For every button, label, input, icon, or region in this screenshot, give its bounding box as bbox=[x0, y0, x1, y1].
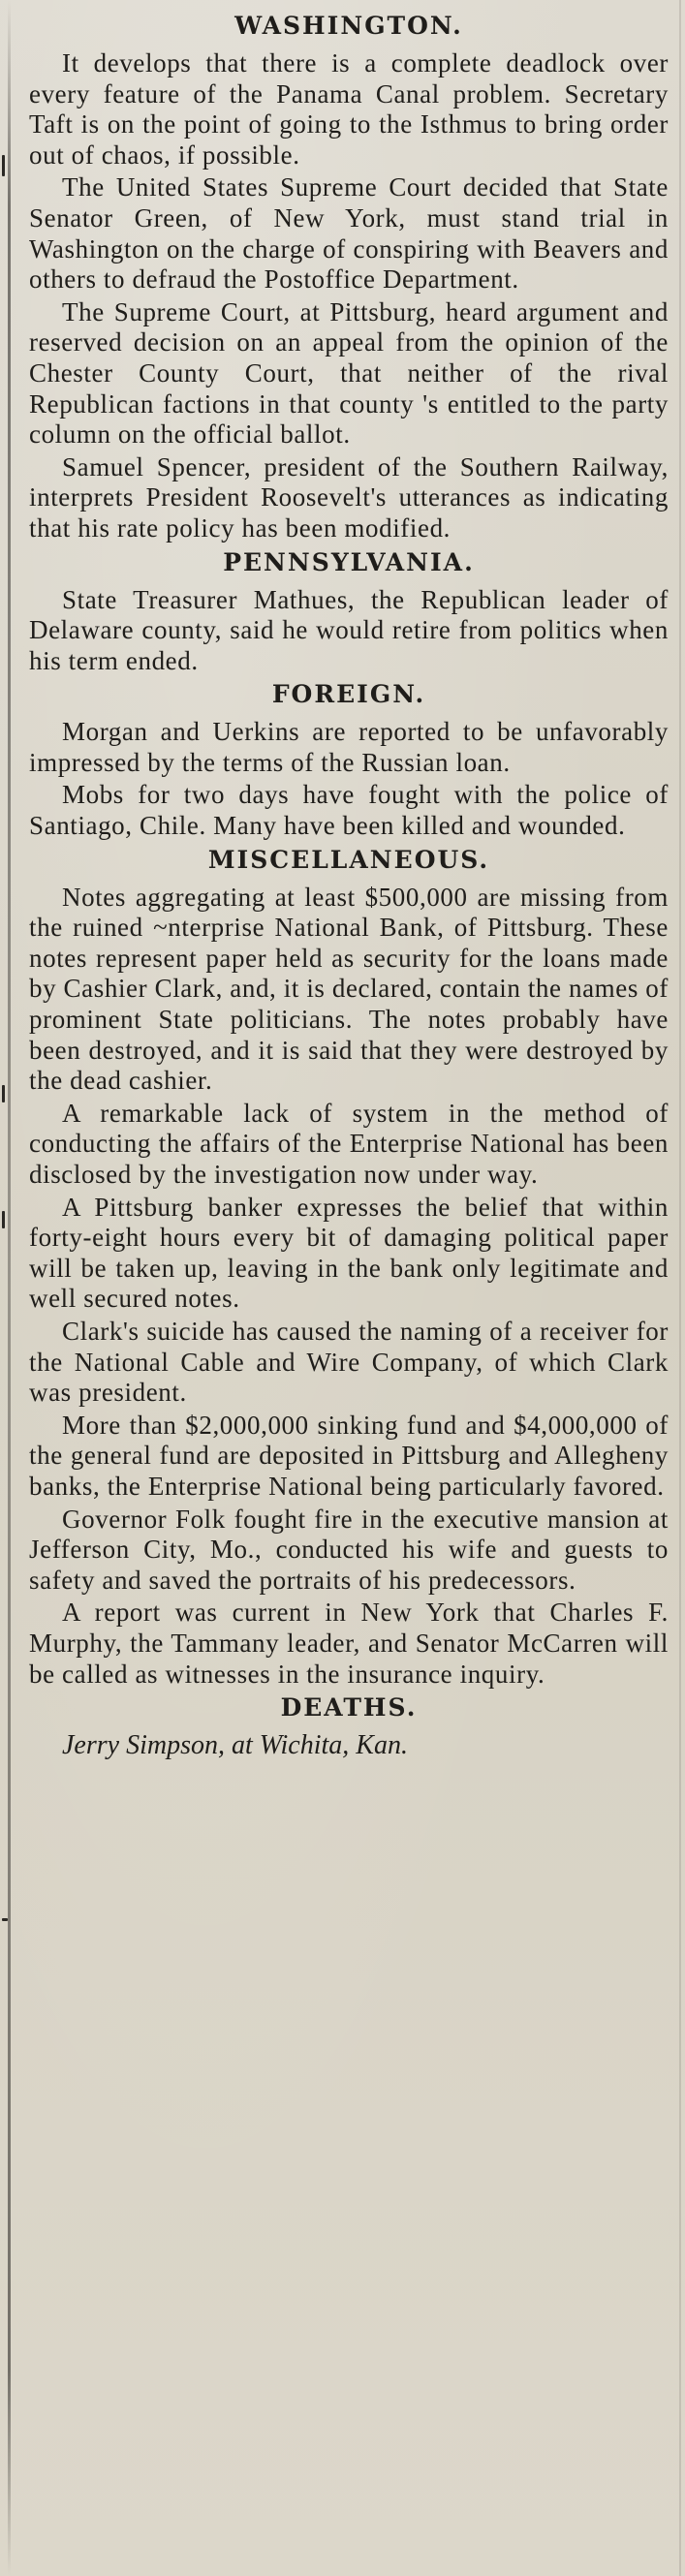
death-notice: Jerry Simpson, at Wichita, Kan. bbox=[62, 1730, 408, 1761]
column-rule-right bbox=[679, 0, 681, 2576]
article-paragraph: It develops that there is a complete deadlock over every feature of the Panama Canal problem. Secretary Taft is on the point of going to the Isthmus to bring order out of chaos, if possible. bbox=[29, 48, 669, 170]
section-washington bbox=[29, 12, 669, 544]
section-heading: MISCELLANEOUS. bbox=[207, 845, 490, 874]
section-heading: FOREIGN. bbox=[271, 680, 426, 709]
article-paragraph: Clark's suicide has caused the naming of a receiver for the National Cable and Wire Company, of which Clark was president. bbox=[29, 1316, 669, 1408]
ink-speck bbox=[2, 1211, 5, 1228]
section-heading: WASHINGTON. bbox=[234, 12, 463, 40]
article-paragraph: The Supreme Court, at Pittsburg, heard argument and reserved decision on an appeal from the opinion of the Chester County Court, that neither of the rival Republican factions in that county 's entitled to the party column on the official ballot. bbox=[29, 296, 669, 450]
ink-speck bbox=[2, 1085, 5, 1102]
article-paragraph: More than $2,000,000 sinking fund and $4,000,000 of the general fund are deposited in Pittsburg and Allegheny banks, the Enterprise National being particularly favored. bbox=[29, 1410, 669, 1501]
ink-speck bbox=[2, 155, 5, 176]
news-column bbox=[29, 8, 669, 1761]
article-paragraph: State Treasurer Mathues, the Republican leader of Delaware county, said he would retire from politics when his term ended. bbox=[29, 584, 669, 675]
section-heading: PENNSYLVANIA. bbox=[223, 547, 475, 576]
section-heading: DEATHS. bbox=[280, 1693, 418, 1723]
article-paragraph: Mobs for two days have fought with the police of Santiago, Chile. Many have been killed and wounded. bbox=[29, 780, 669, 841]
section-foreign bbox=[29, 680, 669, 841]
article-paragraph: A Pittsburg banker expresses the belief that within forty-eight hours every bit of damaging political paper will be taken up, leaving in the bank only legitimate and well secured notes. bbox=[29, 1192, 669, 1314]
article-paragraph: Morgan and Uerkins are reported to be unfavorably impressed by the terms of the Russian loan. bbox=[29, 717, 669, 777]
article-paragraph: Governor Folk fought fire in the executive mansion at Jefferson City, Mo., conducted his wife and guests to safety and saved the portraits of his predecessors. bbox=[29, 1504, 669, 1595]
article-paragraph: Samuel Spencer, president of the Southern Railway, interprets President Roosevelt's utterances as indicating that his rate policy has been modified. bbox=[29, 451, 669, 543]
article-paragraph: The United States Supreme Court decided that State Senator Green, of New York, must stand trial in Washington on the charge of conspiring with Beavers and others to defraud the Postoffice Department. bbox=[29, 172, 669, 295]
section-miscellaneous bbox=[29, 846, 669, 1690]
ink-speck bbox=[2, 1918, 8, 1921]
article-paragraph: A remarkable lack of system in the method of conducting the affairs of the Enterprise National has been disclosed by the investigation now under way. bbox=[29, 1098, 669, 1189]
article-paragraph: Notes aggregating at least $500,000 are missing from the ruined ~nterprise National Bank, of Pittsburg. These notes represent paper held as security for the loans made by Cashier Clark, and, it is declared, contain the names of prominent State politicians. The notes probably have been destroyed, and it is said that they were destroyed by the dead cashier. bbox=[29, 882, 669, 1096]
column-rule-left bbox=[8, 0, 11, 2576]
section-pennsylvania bbox=[29, 548, 669, 677]
section-deaths bbox=[29, 1693, 669, 1761]
article-paragraph: A report was current in New York that Charles F. Murphy, the Tammany leader, and Senator McCarren will be called as witnesses in the insurance inquiry. bbox=[29, 1598, 669, 1689]
